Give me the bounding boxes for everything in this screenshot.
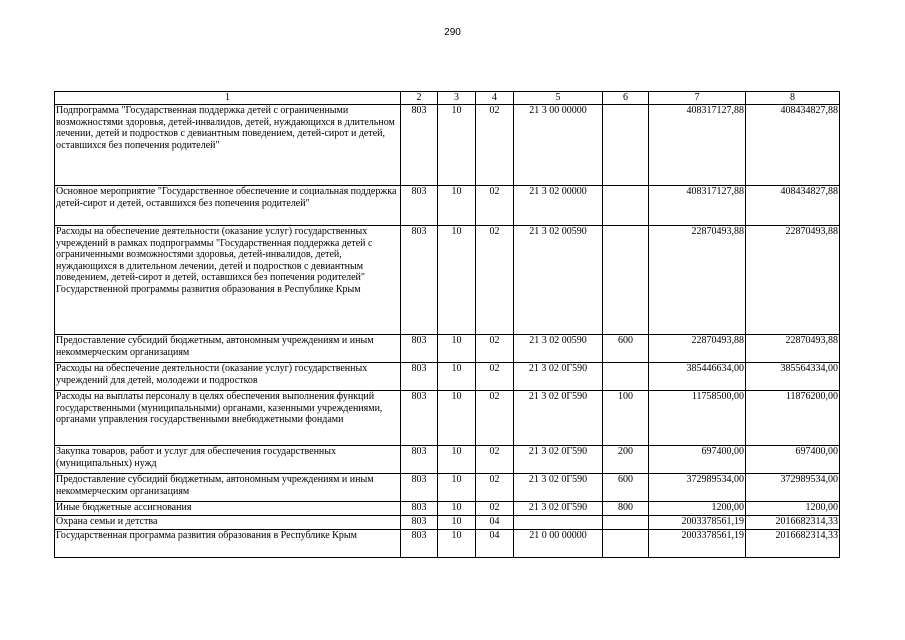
- subsection-cell: 04: [476, 516, 514, 530]
- section-cell: 10: [438, 335, 476, 363]
- subsection-cell: 02: [476, 446, 514, 474]
- grbs-cell: 803: [401, 446, 438, 474]
- amount-year1-cell: 372989534,00: [649, 474, 746, 502]
- section-cell: 10: [438, 502, 476, 516]
- target-article-cell: 21 0 00 00000: [514, 530, 603, 558]
- row-name-cell: Предоставление субсидий бюджетным, автономным учреждениям и иным некоммерческим организациям: [55, 335, 401, 363]
- column-header: 1: [55, 92, 401, 105]
- amount-year2-cell: 1200,00: [746, 502, 840, 516]
- expense-type-cell: [603, 105, 649, 186]
- table-row: [55, 335, 840, 363]
- expense-type-cell: [603, 186, 649, 226]
- table-row: [55, 446, 840, 474]
- page-number: 290: [444, 27, 461, 38]
- expense-type-cell: [603, 530, 649, 558]
- grbs-cell: 803: [401, 391, 438, 446]
- row-name-cell: Основное мероприятие "Государственное обеспечение и социальная поддержка детей-сирот и детей, оставшихся без попечения родителей": [55, 186, 401, 226]
- section-cell: 10: [438, 105, 476, 186]
- row-name-cell: Иные бюджетные ассигнования: [55, 502, 401, 516]
- table-row: [55, 105, 840, 186]
- subsection-cell: 02: [476, 363, 514, 391]
- section-cell: 10: [438, 226, 476, 335]
- row-name-cell: Расходы на обеспечение деятельности (оказание услуг) государственных учреждений в рамках подпрограммы "Государственная поддержка детей с ограниченными возможностями здоровья, детей-инвалидов, детей, нуждающихся в длительном лечении, детей и подростков с девиантным поведением, детей-сирот и детей, оставшихся без попечения родителей" Государственной программы развития образования в Республике Крым: [55, 226, 401, 335]
- amount-year1-cell: 385446634,00: [649, 363, 746, 391]
- column-header: 3: [438, 92, 476, 105]
- amount-year1-cell: 11758500,00: [649, 391, 746, 446]
- amount-year2-cell: 22870493,88: [746, 226, 840, 335]
- section-cell: 10: [438, 363, 476, 391]
- table-row: [55, 363, 840, 391]
- amount-year1-cell: 22870493,88: [649, 226, 746, 335]
- row-name-cell: Расходы на обеспечение деятельности (оказание услуг) государственных учреждений для детей, молодежи и подростков: [55, 363, 401, 391]
- section-cell: 10: [438, 391, 476, 446]
- amount-year1-cell: 408317127,88: [649, 105, 746, 186]
- amount-year2-cell: 408434827,88: [746, 186, 840, 226]
- expense-type-cell: [603, 226, 649, 335]
- expense-type-cell: [603, 516, 649, 530]
- amount-year1-cell: 408317127,88: [649, 186, 746, 226]
- grbs-cell: 803: [401, 105, 438, 186]
- target-article-cell: 21 3 02 0Г590: [514, 363, 603, 391]
- row-name-cell: Государственная программа развития образования в Республике Крым: [55, 530, 401, 558]
- expense-type-cell: [603, 363, 649, 391]
- section-cell: 10: [438, 186, 476, 226]
- amount-year1-cell: 697400,00: [649, 446, 746, 474]
- target-article-cell: 21 3 02 0Г590: [514, 446, 603, 474]
- target-article-cell: 21 3 02 0Г590: [514, 474, 603, 502]
- table-row: [55, 502, 840, 516]
- amount-year2-cell: 385564334,00: [746, 363, 840, 391]
- row-name-cell: Предоставление субсидий бюджетным, автономным учреждениям и иным некоммерческим организациям: [55, 474, 401, 502]
- section-cell: 10: [438, 530, 476, 558]
- amount-year1-cell: 2003378561,19: [649, 530, 746, 558]
- expense-type-cell: 800: [603, 502, 649, 516]
- expense-type-cell: 600: [603, 335, 649, 363]
- subsection-cell: 02: [476, 226, 514, 335]
- amount-year1-cell: 2003378561,19: [649, 516, 746, 530]
- expense-type-cell: 600: [603, 474, 649, 502]
- subsection-cell: 02: [476, 186, 514, 226]
- target-article-cell: 21 3 02 00590: [514, 335, 603, 363]
- amount-year1-cell: 1200,00: [649, 502, 746, 516]
- target-article-cell: 21 3 02 00590: [514, 226, 603, 335]
- amount-year2-cell: 697400,00: [746, 446, 840, 474]
- amount-year2-cell: 372989534,00: [746, 474, 840, 502]
- expense-type-cell: 200: [603, 446, 649, 474]
- grbs-cell: 803: [401, 474, 438, 502]
- target-article-cell: 21 3 02 0Г590: [514, 391, 603, 446]
- section-cell: 10: [438, 516, 476, 530]
- row-name-cell: Охрана семьи и детства: [55, 516, 401, 530]
- expense-type-cell: 100: [603, 391, 649, 446]
- amount-year2-cell: 22870493,88: [746, 335, 840, 363]
- target-article-cell: [514, 516, 603, 530]
- subsection-cell: 02: [476, 391, 514, 446]
- table-row: [55, 391, 840, 446]
- subsection-cell: 04: [476, 530, 514, 558]
- grbs-cell: 803: [401, 516, 438, 530]
- amount-year2-cell: 2016682314,33: [746, 530, 840, 558]
- amount-year2-cell: 408434827,88: [746, 105, 840, 186]
- table-row: [55, 226, 840, 335]
- row-name-cell: Закупка товаров, работ и услуг для обеспечения государственных (муниципальных) нужд: [55, 446, 401, 474]
- amount-year2-cell: 2016682314,33: [746, 516, 840, 530]
- subsection-cell: 02: [476, 105, 514, 186]
- column-header: 5: [514, 92, 603, 105]
- budget-table: [54, 91, 840, 558]
- grbs-cell: 803: [401, 226, 438, 335]
- column-header: 6: [603, 92, 649, 105]
- table-row: [55, 530, 840, 558]
- target-article-cell: 21 3 02 00000: [514, 186, 603, 226]
- subsection-cell: 02: [476, 335, 514, 363]
- column-header: 4: [476, 92, 514, 105]
- grbs-cell: 803: [401, 335, 438, 363]
- table-row: [55, 186, 840, 226]
- column-header: 7: [649, 92, 746, 105]
- column-header: 2: [401, 92, 438, 105]
- row-name-cell: Подпрограмма "Государственная поддержка детей с ограниченными возможностями здоровья, детей-инвалидов, детей, нуждающихся в длительном лечении, детей и подростков с девиантным поведением, детей-сирот и детей, оставшихся без попечения родителей": [55, 105, 401, 186]
- header-row: [55, 92, 840, 105]
- target-article-cell: 21 3 00 00000: [514, 105, 603, 186]
- grbs-cell: 803: [401, 363, 438, 391]
- section-cell: 10: [438, 446, 476, 474]
- subsection-cell: 02: [476, 502, 514, 516]
- amount-year1-cell: 22870493,88: [649, 335, 746, 363]
- column-header: 8: [746, 92, 840, 105]
- grbs-cell: 803: [401, 502, 438, 516]
- subsection-cell: 02: [476, 474, 514, 502]
- table-row: [55, 516, 840, 530]
- amount-year2-cell: 11876200,00: [746, 391, 840, 446]
- target-article-cell: 21 3 02 0Г590: [514, 502, 603, 516]
- grbs-cell: 803: [401, 186, 438, 226]
- row-name-cell: Расходы на выплаты персоналу в целях обеспечения выполнения функций государственными (муниципальными) органами, казенными учреждениями, органами управления государственными внебюджетными фондами: [55, 391, 401, 446]
- section-cell: 10: [438, 474, 476, 502]
- grbs-cell: 803: [401, 530, 438, 558]
- table-row: [55, 474, 840, 502]
